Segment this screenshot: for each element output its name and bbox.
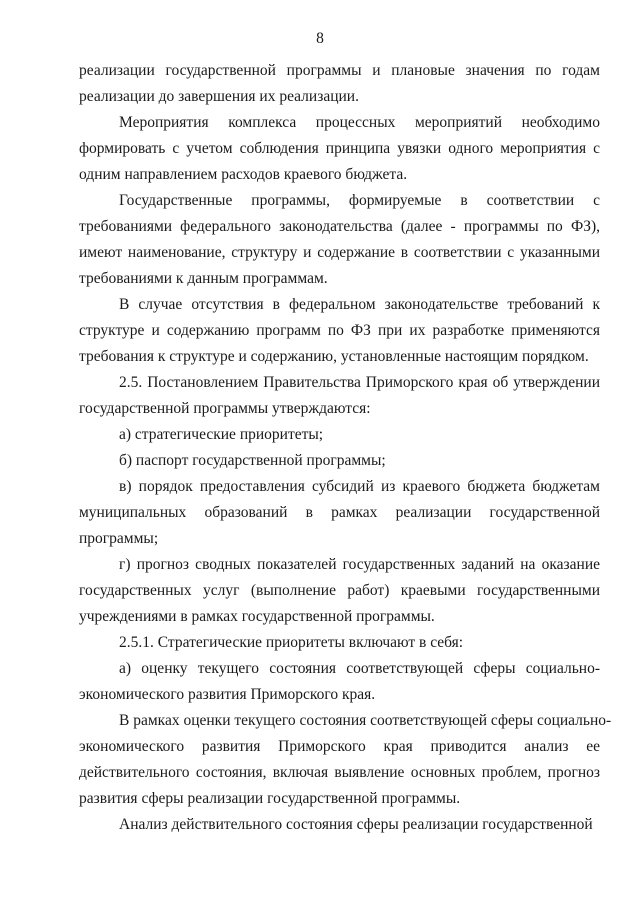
text-line: требованиями к данным программам.: [79, 270, 328, 287]
paragraph: [79, 630, 600, 656]
text-line: Мероприятия комплекса процессных мероприятий необходимо: [119, 114, 600, 131]
paragraph: [79, 292, 600, 370]
document-body: [79, 58, 612, 838]
paragraph: [79, 708, 612, 812]
paragraph: [79, 370, 600, 422]
text-line: 2.5.1. Стратегические приоритеты включают в себя:: [119, 634, 464, 651]
text-line: структуре и содержанию программ по ФЗ при их разработке применяются: [79, 322, 600, 339]
text-line: в) порядок предоставления субсидий из краевого бюджета бюджетам: [119, 478, 600, 495]
text-line: В рамках оценки текущего состояния соответствующей сферы социально-: [119, 712, 612, 729]
paragraph: [79, 188, 600, 292]
text-line: требования к структуре и содержанию, установленные настоящим порядком.: [79, 348, 589, 365]
text-line: 2.5. Постановлением Правительства Приморского края об утверждении: [119, 374, 600, 391]
page-number: 8: [316, 30, 324, 47]
text-line: г) прогноз сводных показателей государственных заданий на оказание: [119, 556, 600, 573]
text-line: требованиями федерального законодательства (далее - программы по ФЗ),: [79, 218, 600, 235]
text-line: одним направлением расходов краевого бюджета.: [79, 166, 408, 183]
text-line: экономического развития Приморского края приводится анализ ее: [79, 738, 600, 755]
text-line: программы;: [79, 530, 159, 547]
text-line: учреждениями в рамках государственной программы.: [79, 608, 435, 625]
paragraph: [79, 812, 600, 838]
text-line: Государственные программы, формируемые в соответствии с: [119, 192, 600, 209]
text-line: а) оценку текущего состояния соответствующей сферы социально-: [119, 660, 600, 677]
text-line: реализации до завершения их реализации.: [79, 88, 359, 105]
text-line: б) паспорт государственной программы;: [119, 452, 386, 469]
text-line: В случае отсутствия в федеральном законодательстве требований к: [119, 296, 600, 313]
paragraph: [79, 656, 600, 708]
text-line: экономического развития Приморского края.: [79, 686, 376, 703]
paragraph: [79, 422, 600, 448]
text-line: действительного состояния, включая выявление основных проблем, прогноз: [79, 764, 600, 781]
paragraph: [79, 474, 600, 552]
text-line: имеют наименование, структуру и содержание в соответствии с указанными: [79, 244, 600, 261]
text-line: формировать с учетом соблюдения принципа увязки одного мероприятия с: [79, 140, 600, 157]
text-line: государственной программы утверждаются:: [79, 400, 371, 417]
paragraph: [79, 448, 600, 474]
text-line: а) стратегические приоритеты;: [119, 426, 324, 443]
text-line: развития сферы реализации государственной программы.: [79, 790, 461, 807]
text-line: муниципальных образований в рамках реализации государственной: [79, 504, 600, 521]
paragraph: [79, 110, 600, 188]
paragraph: [79, 58, 600, 110]
paragraph: [79, 552, 600, 630]
text-line: государственных услуг (выполнение работ) краевыми государственными: [79, 582, 600, 599]
text-line: Анализ действительного состояния сферы реализации государственной: [119, 816, 593, 833]
text-line: реализации государственной программы и плановые значения по годам: [79, 62, 600, 79]
